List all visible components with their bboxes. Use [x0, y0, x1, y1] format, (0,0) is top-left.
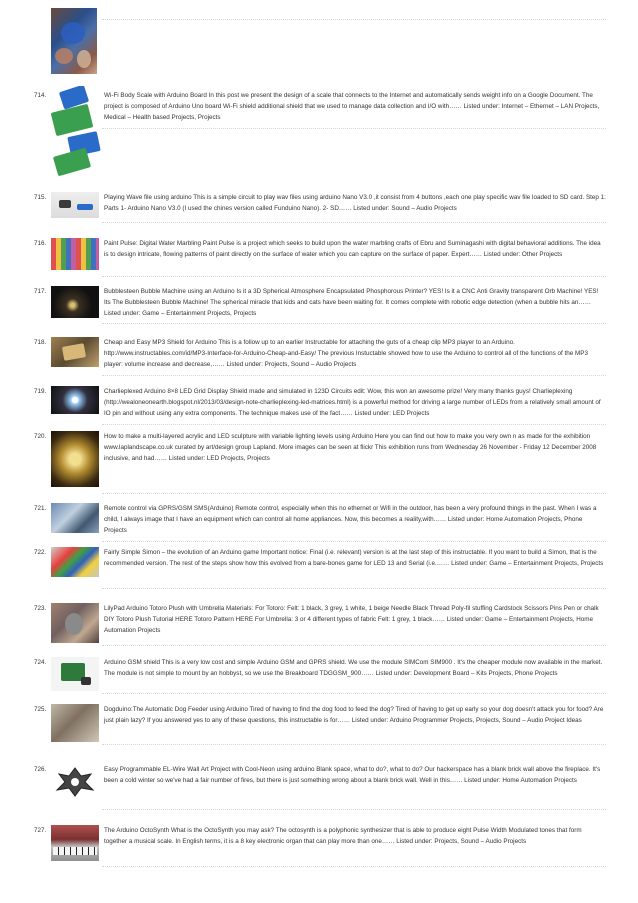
entry-number: 723. — [34, 605, 47, 612]
entry-thumbnail[interactable] — [51, 825, 99, 861]
entry-number: 715. — [34, 194, 47, 201]
entry-thumbnail[interactable] — [51, 603, 99, 643]
entry-number: 721. — [34, 505, 47, 512]
entry-text: LilyPad Arduino Totoro Plush with Umbrella Materials: For Totoro: Felt: 1 black, 3 grey, 1 white, 1 beige Needle Black Thread Poly-fil stuffing Cardstock Scissors Pins Pen or chalk DIY Totoro Plush Tutorial HERE Totoro Pattern HERE For Umbrella: 3 or 4 different types of fabric Felt: 1 grey, 1 black…… Listed under: Game – Entertainment Projects, Home Automation Projects — [104, 605, 599, 634]
entry-text: Cheap and Easy MP3 Shield for Arduino This is a follow up to an earlier Instructable for attaching the guts of a cheap clip MP3 player to an Arduino. http://www.instructables.com/id/MP3-Interface-for-Arduino-Cheap-and-Easy/ The previous Instuctable showed how to use the Arduino to control all of the functions of the MP3 player: volume increase and decrease,…… Listed under: Projects, Sound – Audio Projects — [104, 339, 588, 368]
divider — [102, 744, 606, 745]
divider — [102, 323, 606, 324]
entry-number: 726. — [34, 766, 47, 773]
entry-text: Wi-Fi Body Scale with Arduino Board In this post we present the design of a scale that connects to the Internet and automatically sends weight info on a Google Document. The project is composed of Arduino Uno board Wi-Fi shield additional shield that we used to manage data collection and I/O with…… Listed under: Internet – Ethernet – LAN Projects, Medical – Health based Projects, Projects — [104, 92, 600, 121]
el-wire-art-icon — [51, 764, 99, 800]
entry-text: Paint Pulse: Digital Water Marbling Paint Pulse is a project which seeks to build upon the water marbling crafts of Ebru and Suminagashi with digital behavioral additions. The idea is to design intricate, flowing patterns of paint directly on the surface of water which you can capture on the surface of paper. Expert…… Listed under: Other Projects — [104, 240, 601, 258]
entry-text: Arduino GSM shield This is a very low cost and simple Arduino GSM and GPRS shield. We use the module SIMCom SIM900 . It's the cheaper module now available in the market. The module is not simple to mount by an hobbyst, so we use the Breakboard TDGGSM_900…… Listed under: Development Board – Kits Projects, Phone Projects — [104, 659, 603, 677]
entry-number: 714. — [34, 92, 47, 99]
divider — [102, 375, 606, 376]
entry-text: Remote control via GPRS/GSM SMS(Arduino) Remote control, especially when this no ethernet or Wifi in the outdoor, has been a very profound things in the past. When I was a child, I always image that I have an equipment which can control all home appliances. Now, this becomes a reality,with…… Listed under: Home Automation Projects, Phone Projects — [104, 505, 597, 534]
divider — [102, 128, 606, 129]
entry-text: Playing Wave file using arduino This is a simple circuit to play wav files using arduino Nano V3.0 ,it consist from 4 buttons ,each one play specific wav file loaded to SD card. Step 1: Parts 1- Arduino Nano V3.0 (I used the chines version called Funduino Nano). 2- SD…… Listed under: Sound – Audio Projects — [104, 194, 606, 212]
entry-number: 718. — [34, 339, 47, 346]
entry-thumbnail[interactable] — [51, 86, 101, 178]
entry-thumbnail[interactable] — [51, 386, 99, 414]
entry-thumbnail[interactable] — [51, 547, 99, 577]
entry-text: Easy Programmable EL-Wire Wall Art Project with Cool-Neon using arduino Blank space, what to do?, what to do? Our hackerspace has a blank brick wall above the fireplace. It's been a cold winter so we've had a fair number of fires, but there is just something wrong about a blank brick wall. Well in this…… Listed under: Home Automation Projects — [104, 766, 601, 784]
entry-thumbnail[interactable] — [51, 503, 99, 533]
entry-number: 720. — [34, 433, 47, 440]
divider — [102, 222, 606, 223]
divider — [102, 809, 606, 810]
entry-thumbnail[interactable] — [51, 657, 99, 691]
entry-text: Fairly Simple Simon – the evolution of an Arduino game Important notice: Final (i.e. relevant) version is at the last step of this instructable. If you want to build a Simon, that is the recommended version. The rest of the steps show how this evolved from a bare-bones game for LED 13 and Serial (i.e.…… Listed under: Game – Entertainment Projects, Projects — [104, 549, 604, 567]
divider — [102, 541, 606, 542]
divider — [102, 19, 606, 20]
entry-text: How to make a multi-layered acrylic and LED sculpture with variable lighting levels using Arduino Here you can find out how to make you very own n as made for the exhibition www.laplandscape.co.uk curated by art/design group Lapland. More images can be seen at flickr This exhibition runs from Wednesday 26 November - Friday 12 December 2008 inclusive, and had…… Listed under: LED Projects, Projects — [104, 433, 597, 462]
divider — [102, 493, 606, 494]
divider — [102, 588, 606, 589]
entry-thumbnail[interactable] — [51, 337, 99, 367]
entry-number: 717. — [34, 288, 47, 295]
divider — [102, 866, 606, 867]
entry-thumbnail[interactable] — [51, 704, 99, 742]
entry-text: The Arduino OctoSynth What is the OctoSynth you may ask? The octosynth is a polyphonic synthesizer that is able to produce eight Pulse Width Modulated tones that form together a musical scale. In English terms, it is a 8 key electronic organ that can play more than one…… Listed under: Projects, Sound – Audio Projects — [104, 827, 582, 845]
entry-thumbnail[interactable] — [51, 764, 99, 800]
entry-text: Bubblesteen Bubble Machine using an Arduino Is it a 3D Spherical Atmosphere Encapsulated Phosphorous Printer? YES! Is it a CNC Anti Gravity transparent Orb Machine! YES! Its The Bubblesteen Bubble Machine! The spherical miracle that kids and cats have been waiting for. It comes complete with robotic edge detection (when a bubble hits an…… Listed under: Game – Entertainment Projects, Projects — [104, 288, 599, 317]
entry-thumbnail[interactable] — [51, 431, 99, 487]
entry-text: Dogduino:The Automatic Dog Feeder using Arduino Tired of having to find the dog food to feed the dog? Tired of having to get up early so your dog doesn't attack you for food? Are just plain lazy? If you answered yes to any of these questions, this instructable is for…… Listed under: Arduino Programmer Projects, Projects, Sound – Audio Project Ideas — [104, 706, 604, 724]
divider — [102, 276, 606, 277]
entry-thumbnail[interactable] — [51, 192, 99, 218]
entry-thumbnail-top[interactable] — [51, 8, 97, 74]
entry-number: 725. — [34, 706, 47, 713]
entry-text: Charlieplexed Arduino 8×8 LED Grid Display Shield made and simulated in 123D Circuits edit: Wow, this won an awesome prize! Very many thanks guys! Charlieplexing (http://wealoneonearth.blogspot.nl/2013/03/design-note-charlieplexing-led-matrices.html) is a powerful method for driving a large number of LEDs from a relatively small amount of IO pin and without using any extra components. The technique makes use of the fact…… Listed under: LED Projects — [104, 388, 601, 417]
entry-thumbnail[interactable] — [51, 238, 99, 270]
divider — [102, 693, 606, 694]
entry-number: 716. — [34, 240, 47, 247]
entry-thumbnail[interactable] — [51, 286, 99, 318]
entry-number: 719. — [34, 388, 47, 395]
divider — [102, 424, 606, 425]
entry-number: 722. — [34, 549, 47, 556]
divider — [102, 645, 606, 646]
entry-number: 724. — [34, 659, 47, 666]
entry-number: 727. — [34, 827, 47, 834]
